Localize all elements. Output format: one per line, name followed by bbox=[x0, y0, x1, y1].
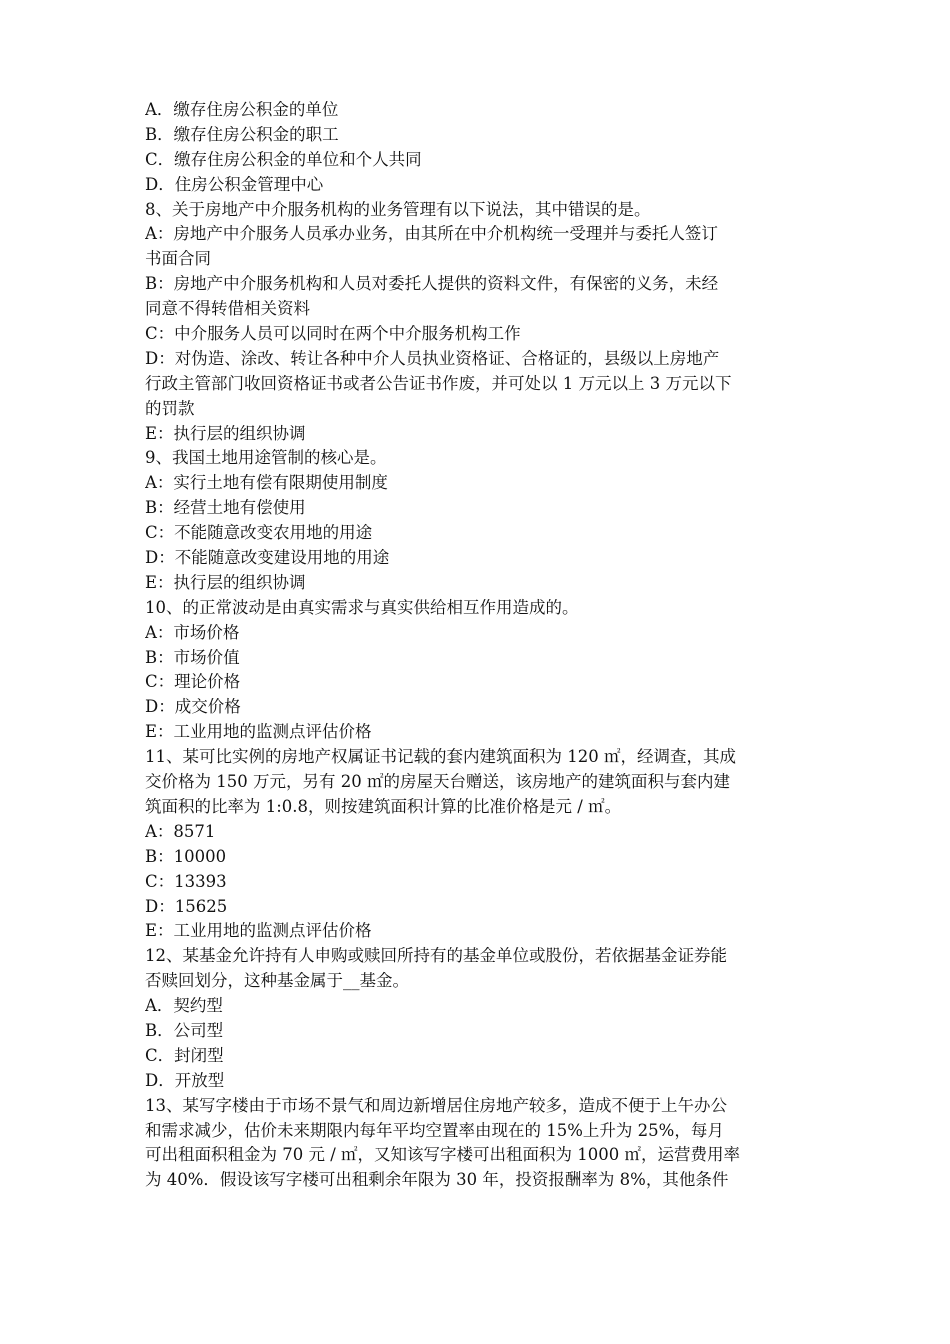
text-line: D：15625 bbox=[145, 896, 228, 916]
text-line: B：市场价值 bbox=[145, 647, 240, 667]
text-line: 的罚款 bbox=[145, 398, 195, 418]
text-line: E：执行层的组织协调 bbox=[145, 423, 306, 443]
text-line: 9、我国土地用途管制的核心是。 bbox=[145, 448, 387, 468]
text-line: 行政主管部门收回资格证书或者公告证书作废，并可处以 1 万元以上 3 万元以下 bbox=[145, 373, 732, 393]
text-line: 书面合同 bbox=[145, 249, 211, 269]
text-line: D．住房公积金管理中心 bbox=[145, 174, 324, 194]
text-line: 和需求减少，估价未来期限内每年平均空置率由现在的 15%上升为 25%，每月 bbox=[145, 1120, 724, 1140]
text-line: D．开放型 bbox=[145, 1070, 225, 1090]
text-line: A．契约型 bbox=[145, 996, 223, 1016]
text-line: D：成交价格 bbox=[145, 697, 241, 717]
text-line: C：13393 bbox=[145, 871, 227, 891]
text-line: B．缴存住房公积金的职工 bbox=[145, 124, 339, 144]
text-line: 10、的正常波动是由真实需求与真实供给相互作用造成的。 bbox=[145, 597, 579, 617]
text-line: C．封闭型 bbox=[145, 1045, 224, 1065]
text-line: 13、某写字楼由于市场不景气和周边新增居住房地产较多，造成不便于上午办公 bbox=[145, 1095, 727, 1115]
text-line: 12、某基金允许持有人申购或赎回所持有的基金单位或股份，若依据基金证券能 bbox=[145, 946, 727, 966]
text-line: E：工业用地的监测点评估价格 bbox=[145, 722, 372, 742]
text-line: 筑面积的比率为 1:0.8，则按建筑面积计算的比准价格是元 / ㎡。 bbox=[145, 796, 622, 816]
text-line: D：对伪造、涂改、转让各种中介人员执业资格证、合格证的，县级以上房地产 bbox=[145, 348, 720, 368]
text-line: 11、某可比实例的房地产权属证书记载的套内建筑面积为 120 ㎡，经调查，其成 bbox=[145, 747, 736, 767]
text-line: E：执行层的组织协调 bbox=[145, 572, 306, 592]
text-line: 8、关于房地产中介服务机构的业务管理有以下说法，其中错误的是。 bbox=[145, 199, 651, 219]
text-line: C．缴存住房公积金的单位和个人共同 bbox=[145, 149, 422, 169]
text-line: C：中介服务人员可以同时在两个中介服务机构工作 bbox=[145, 324, 521, 344]
text-line: B：10000 bbox=[145, 846, 227, 866]
text-line: E：工业用地的监测点评估价格 bbox=[145, 921, 372, 941]
text-line: 同意不得转借相关资料 bbox=[145, 299, 310, 319]
text-line: A：房地产中介服务人员承办业务，由其所在中介机构统一受理并与委托人签订 bbox=[145, 224, 718, 244]
text-line: A．缴存住房公积金的单位 bbox=[145, 100, 339, 119]
text-line: B．公司型 bbox=[145, 1020, 224, 1040]
text-line: C：理论价格 bbox=[145, 672, 241, 692]
text-line: 交价格为 150 万元，另有 20 ㎡的房屋天台赠送，该房地产的建筑面积与套内建 bbox=[145, 772, 730, 792]
document-page bbox=[145, 98, 813, 1193]
text-line: A：8571 bbox=[145, 821, 216, 841]
text-line: 为 40%．假设该写字楼可出租剩余年限为 30 年，投资报酬率为 8%，其他条件 bbox=[145, 1170, 729, 1190]
text-line: D：不能随意改变建设用地的用途 bbox=[145, 548, 390, 568]
text-line: C：不能随意改变农用地的用途 bbox=[145, 523, 373, 543]
text-line: B：房地产中介服务机构和人员对委托人提供的资料文件，有保密的义务，未经 bbox=[145, 274, 719, 294]
text-line: B：经营土地有偿使用 bbox=[145, 498, 306, 518]
text-line: 可出租面积租金为 70 元 / ㎡，又知该写字楼可出租面积为 1000 ㎡，运营费用率 bbox=[145, 1145, 741, 1165]
text-line: A：市场价格 bbox=[145, 622, 240, 642]
text-line: 否赎回划分，这种基金属于__基金。 bbox=[145, 971, 409, 991]
text-line: A：实行土地有偿有限期使用制度 bbox=[145, 473, 388, 493]
